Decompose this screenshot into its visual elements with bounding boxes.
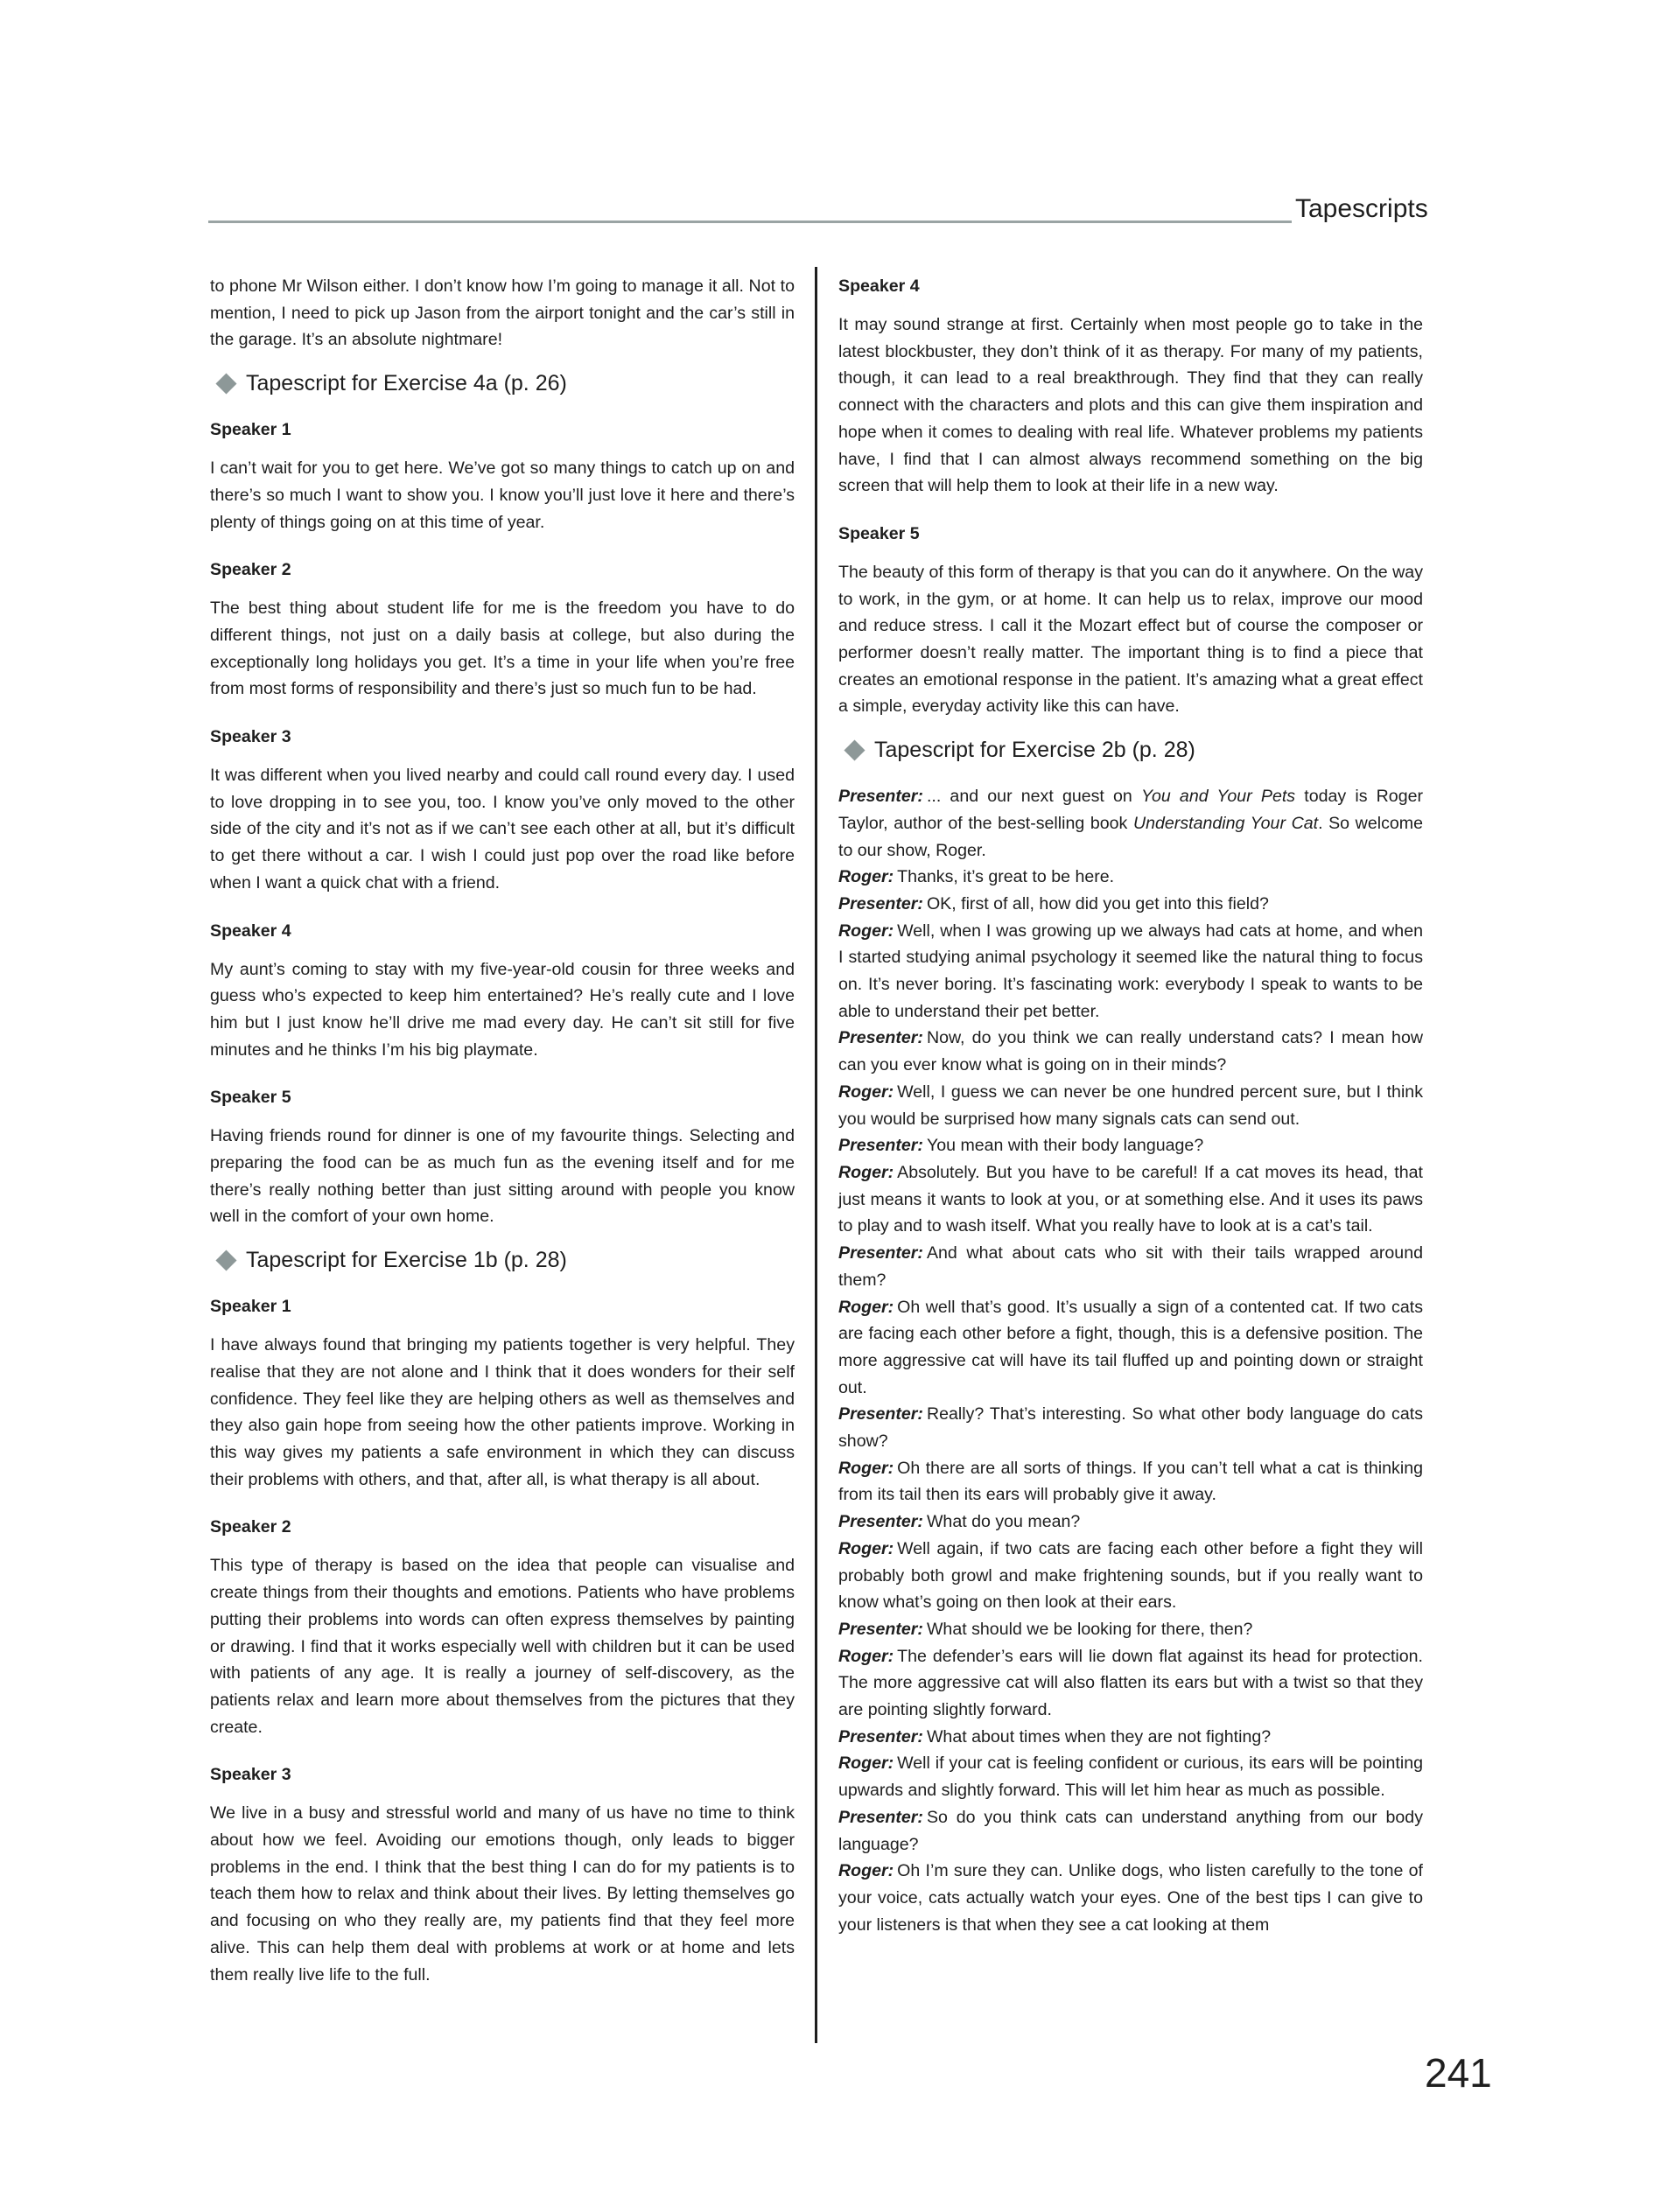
dialogue-line (838, 1294, 1423, 1402)
paragraph-text: to phone Mr Wilson either. I don’t know how I’m going to manage it all. Not to mention, I need to pick up Jason from the airport tonight and the car’s still in the garage. It’s an absolute nightmare! (210, 276, 795, 350)
speaker-label: Speaker 5 (838, 523, 920, 543)
speaker-text: Having friends round for dinner is one of my favourite things. Selecting and preparing the food can be as much fun as the evening itself and for me there’s really nothing better than just sitting around with people you know well in the comfort of your own home. (210, 1126, 795, 1227)
dialogue-text: Well if your cat is feeling confident or curious, its ears will be pointing upwards and slightly forward. This will let him hear as much as possible. (838, 1754, 1423, 1801)
speaker-block (210, 1514, 795, 1740)
book-title: Understanding Your Cat (1132, 813, 1319, 833)
dialogue-line (838, 1804, 1423, 1858)
section-heading-2b (838, 736, 1423, 764)
dialogue-text: Well again, if two cats are facing each other before a fight they will probably both growl and make frightening sounds, but if you really want to know what’s going on then look at their ears. (838, 1538, 1423, 1613)
speaker-text: It was different when you lived nearby and could call round every day. I used to love dropping in to see you, too. I know you’ve only moved to the other side of the city and it’s not as if we can’t see each other at all, but it’s difficult to get there without a car. I wish I could just pop over the road like before when I want a quick chat with a friend. (210, 766, 795, 892)
dialogue-speaker: Roger: (838, 1861, 894, 1881)
speaker-block (838, 521, 1423, 720)
dialogue-text: Oh I’m sure they can. Unlike dogs, who listen carefully to the tone of your voice, cats actually watch your eyes. One of the best tips I can give to your listeners is that when they see a cat looking at them (838, 1861, 1423, 1935)
dialogue-text: Thanks, it’s great to be here. (897, 867, 1115, 887)
section-heading-text: Tapescript for Exercise 4a (p. 26) (246, 371, 567, 396)
dialogue-line (838, 918, 1423, 1026)
dialogue-line (838, 1750, 1423, 1803)
speaker-text: It may sound strange at first. Certainly when most people go to take in the latest blockbuster, they don’t think of it as therapy. For many of my patients, though, it can lead to a real breakthrough. They find that they can really connect with the characters and plots and this can give them inspiration and hope when it comes to dealing with real life. Whatever problems my patients have, I find that I can almost always recommend something on the big screen that will help them to look at their life in a new way. (838, 315, 1423, 496)
speaker-text: I have always found that bringing my patients together is very helpful. They realise that they are not alone and I think that it does wonders for their self confidence. They feel like they are helping others as well as themselves and they also gain hope from seeing how the other patients improve. Working in this way gives my patients a safe environment in which they can discuss their problems with others, and that, after all, is what therapy is all about. (210, 1335, 795, 1489)
section-heading-text: Tapescript for Exercise 1b (p. 28) (246, 1248, 567, 1273)
dialogue-text: You mean with their body language? (926, 1136, 1204, 1156)
dialogue-text: What about times when they are not fighting? (926, 1726, 1272, 1746)
dialogue-speaker: Presenter: (838, 1619, 923, 1639)
dialogue (838, 783, 1423, 1938)
dialogue-line (838, 1536, 1423, 1616)
speaker-block (838, 273, 1423, 500)
dialogue-speaker: Presenter: (838, 1243, 923, 1264)
dialogue-speaker: Roger: (838, 1458, 894, 1478)
column-divider (815, 267, 817, 2043)
dialogue-line (838, 891, 1423, 918)
speaker-label: Speaker 2 (210, 560, 291, 580)
dialogue-text: And what about cats who sit with their tails wrapped around them? (838, 1243, 1423, 1290)
dialogue-speaker: Roger: (838, 1162, 894, 1182)
dialogue-line (838, 1401, 1423, 1454)
dialogue-line (838, 1240, 1423, 1293)
speaker-label: Speaker 4 (838, 276, 920, 296)
speaker-block (210, 1761, 795, 1988)
section-heading-1b (210, 1246, 795, 1274)
dialogue-line (838, 1455, 1423, 1508)
dialogue-line (838, 1508, 1423, 1536)
dialogue-text: today is Roger Taylor, author of the best-selling book (838, 787, 1424, 833)
dialogue-text: Really? That’s interesting. So what other body language do cats show? (838, 1404, 1423, 1452)
continued-paragraph (210, 273, 795, 354)
dialogue-speaker: Roger: (838, 1646, 894, 1666)
speaker-block (210, 556, 795, 703)
speaker-label: Speaker 2 (210, 1517, 291, 1537)
dialogue-speaker: Presenter: (838, 1726, 923, 1746)
dialogue-text: So do you think cats can understand anything from our body language? (838, 1807, 1423, 1854)
dialogue-line (838, 1132, 1423, 1159)
dialogue-speaker: Roger: (838, 1538, 894, 1558)
dialogue-text: OK, first of all, how did you get into this field? (926, 893, 1269, 914)
dialogue-text: . So welcome to our show, Roger. (838, 813, 1423, 860)
speaker-block (210, 416, 795, 536)
speaker-text: The beauty of this form of therapy is that you can do it anywhere. On the way to work, in the gym, or at home. It can help us to relax, improve our mood and reduce stress. I call it the Mozart effect but of course the composer or performer doesn’t really matter. The important thing is to find a piece that creates an emotional response in the patient. It’s amazing what a great effect a simple, everyday activity like this can have. (838, 562, 1423, 717)
speaker-label: Speaker 1 (210, 1297, 291, 1317)
dialogue-speaker: Presenter: (838, 1136, 923, 1156)
speaker-text: We live in a busy and stressful world and many of us have no time to think about how we feel. Avoiding our emotions though, only leads to bigger problems in the end. I think that the best thing I can do for my patients is to teach them how to relax and think about their lives. By letting themselves go and focusing on who they really are, my patients find that they feel more alive. This can help them deal with problems at work or at home and lets them really live life to the full. (210, 1803, 795, 1984)
dialogue-text: Oh there are all sorts of things. If you can’t tell what a cat is thinking from its tail then its ears will probably give it away. (838, 1458, 1423, 1505)
speaker-block (210, 724, 795, 897)
diamond-bullet-icon (215, 373, 236, 394)
page-number: 241 (1425, 2050, 1492, 2096)
dialogue-text: What should we be looking for there, then? (926, 1619, 1253, 1639)
dialogue-line (838, 1724, 1423, 1751)
dialogue-line (838, 1025, 1423, 1078)
diamond-bullet-icon (215, 1250, 236, 1270)
dialogue-line (838, 864, 1423, 891)
dialogue-lines (838, 864, 1423, 1938)
dialogue-line (838, 783, 1423, 864)
dialogue-text: ... and our next guest on (926, 787, 1141, 807)
dialogue-speaker: Presenter: (838, 1028, 923, 1048)
speaker-block (210, 918, 795, 1064)
show-title: You and Your Pets (1140, 787, 1296, 807)
speaker-text: My aunt’s coming to stay with my five-year-old cousin for three weeks and guess who’s expected to keep him entertained? He’s really cute and I love him but I just know he’ll drive me mad every day. He can’t sit still for five minutes and he thinks I’m his big playmate. (210, 959, 795, 1060)
dialogue-speaker: Presenter: (838, 1512, 923, 1532)
dialogue-line (838, 1858, 1423, 1938)
dialogue-speaker: Presenter: (838, 787, 923, 807)
dialogue-speaker: Roger: (838, 867, 894, 887)
speaker-label: Speaker 5 (210, 1088, 291, 1108)
speaker-text: I can’t wait for you to get here. We’ve got so many things to catch up on and there’s so much I want to show you. I know you’ll just love it here and there’s plenty of things going on at this time of year. (210, 458, 795, 532)
diamond-bullet-icon (844, 739, 865, 760)
running-header-title: Tapescripts (1295, 194, 1428, 223)
speaker-block (210, 1084, 795, 1230)
speaker-label: Speaker 3 (210, 1765, 291, 1785)
dialogue-line (838, 1079, 1423, 1132)
speaker-label: Speaker 1 (210, 420, 291, 440)
dialogue-speaker: Roger: (838, 920, 894, 941)
dialogue-line (838, 1616, 1423, 1643)
dialogue-speaker: Presenter: (838, 1807, 923, 1827)
dialogue-speaker: Roger: (838, 1754, 894, 1774)
dialogue-line (838, 1643, 1423, 1724)
dialogue-speaker: Roger: (838, 1082, 894, 1102)
dialogue-text: What do you mean? (926, 1512, 1081, 1532)
dialogue-speaker: Roger: (838, 1297, 894, 1317)
left-column (210, 273, 795, 2009)
dialogue-speaker: Presenter: (838, 893, 923, 914)
dialogue-text: Well, when I was growing up we always had cats at home, and when I started studying animal psychology it seemed like the natural thing to focus on. It’s never boring. It’s fascinating work: everybody I speak to wants to be able to understand their pet better. (838, 920, 1423, 1021)
speaker-text: The best thing about student life for me is the freedom you have to do different things, not just on a daily basis at college, but also during the exceptionally long holidays you get. It’s a time in your life when you’re free from most forms of responsibility and there’s just so much fun to be had. (210, 598, 795, 699)
dialogue-text: Absolutely. But you have to be careful! If a cat moves its head, that just means it wants to look at you, or at something else. And it uses its paws to play and to wash itself. What you really have to look at is a cat’s tail. (838, 1162, 1423, 1236)
dialogue-line (838, 1159, 1423, 1240)
speaker-block (210, 1293, 795, 1493)
dialogue-text: Now, do you think we can really understand cats? I mean how can you ever know what is going on in their minds? (838, 1028, 1423, 1075)
dialogue-speaker: Presenter: (838, 1404, 923, 1424)
dialogue-text: Well, I guess we can never be one hundred percent sure, but I think you would be surprised how many signals cats can send out. (838, 1082, 1423, 1129)
right-column (838, 273, 1423, 1938)
speaker-text: This type of therapy is based on the idea that people can visualise and create things from their thoughts and emotions. Patients who have problems putting their problems into words can often express themselves by painting or drawing. I find that it works especially well with children but it can be used with patients of any age. It is really a journey of self-discovery, as the patients relax and learn more about themselves from the pictures that they create. (210, 1556, 795, 1737)
speaker-label: Speaker 4 (210, 920, 291, 941)
section-heading-4a (210, 369, 795, 397)
dialogue-text: Oh well that’s good. It’s usually a sign of a contented cat. If two cats are facing each other before a fight, though, this is a defensive position. The more aggressive cat will have its tail fluffed up and pointing down or straight out. (838, 1297, 1423, 1397)
header-rule (208, 220, 1292, 223)
section-heading-text: Tapescript for Exercise 2b (p. 28) (874, 738, 1195, 763)
speaker-label: Speaker 3 (210, 727, 291, 747)
dialogue-text: The defender’s ears will lie down flat against its head for protection. The more aggressive cat will also flatten its ears but with a twist so that they are pointing slightly forward. (838, 1646, 1423, 1720)
